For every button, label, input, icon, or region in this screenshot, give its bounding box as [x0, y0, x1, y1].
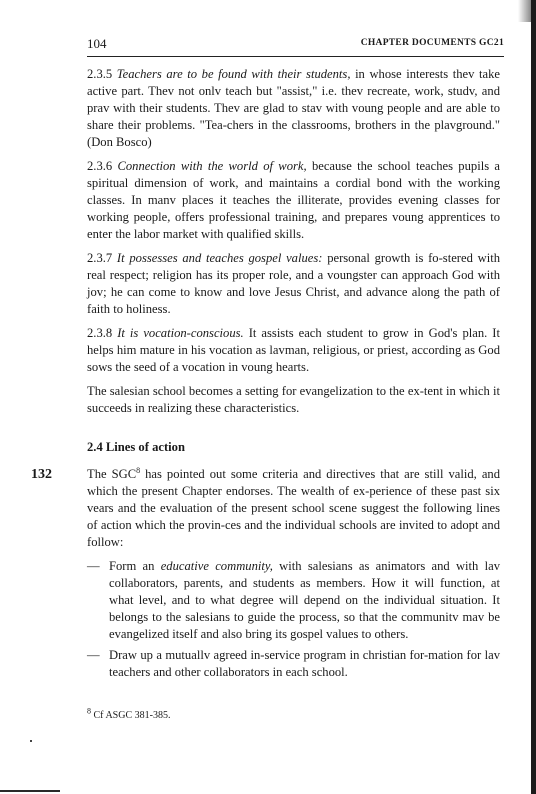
paragraph-number: 2.3.5: [87, 67, 113, 81]
paragraph-number: 2.3.7: [87, 251, 113, 265]
item-text: Draw up a mutuallv agreed in-service program in christian for-mation for lav teachers and other collaborators in each school.: [109, 648, 500, 679]
item-emphasis: educative community,: [160, 559, 273, 573]
section-intro: [87, 466, 500, 551]
margin-number: 132: [31, 467, 52, 482]
bottom-edge-line: [0, 790, 60, 792]
footnote-text: Cf ASGC 381-385.: [93, 710, 171, 721]
dash-bullet: —: [87, 648, 100, 662]
paragraph-title: It possesses and teaches gospel values:: [116, 251, 323, 265]
paragraph-text: It assists each student to grow in God's plan. It helps him mature in his vocation as lavman, religious, or priest, according as God sows the seed of a vocation in voung hearts.: [87, 326, 500, 374]
footnote: [87, 706, 500, 723]
paragraph-number: 2.3.8: [87, 326, 113, 340]
page-number: 104: [87, 36, 107, 51]
footnote-mark: 8: [87, 706, 91, 716]
list-item: [87, 558, 500, 643]
page-header: [87, 36, 504, 57]
paragraph-title: It is vocation-conscious.: [117, 326, 244, 340]
running-head: CHAPTER DOCUMENTS GC21: [360, 38, 504, 48]
dash-bullet: —: [87, 559, 100, 573]
paragraph-text: personal growth is fo-stered with real respect; religion has its proper role, and a voungster can approach God with jov; he can come to know and love Jesus Christ, and advance along the path of faith to holiness.: [87, 251, 500, 316]
intro-text-start: The SGC: [87, 467, 137, 481]
closing-paragraph: The salesian school becomes a setting for evangelization to the ex-tent in which it succeeds in realizing these characteristics.: [87, 384, 500, 415]
scan-speck: [30, 740, 32, 742]
paragraph-2-3-7: [87, 250, 500, 318]
paragraph-text: because the school teaches pupils a spiritual dimension of work, and maintains a cordial bond with the working classes. In manv places it teaches the illiterate, provides evening classes for working people, offers professional training, and prepares voung apprentices to enter the labor market with qualified skills.: [87, 159, 500, 241]
item-text-rest: with salesians as animators and with lav collaborators, parents, and students as members. How it will function, at what level, and to what degree will depend on the individual situation. It belongs to the salesians to guide the process, so that the communitv mav be evangelized itself and also bring its gospel values to others.: [109, 559, 500, 641]
action-list: [87, 558, 500, 681]
section-heading: 2.4 Lines of action: [87, 440, 185, 454]
paragraph-2-3-6: [87, 158, 500, 243]
section-lines-of-action: [31, 465, 501, 681]
page-body: [31, 66, 501, 723]
paragraph-title: Connection with the world of work,: [117, 159, 307, 173]
paragraph-number: 2.3.6: [87, 159, 113, 173]
item-text: Form an: [109, 559, 161, 573]
footnote-reference[interactable]: 8: [136, 465, 141, 475]
paragraph-2-3-5: [87, 66, 500, 151]
intro-text-end: has pointed out some criteria and directives that are still valid, and which the present Chapter endorses. The wealth of ex-perience of these past six vears and the evaluation of the present school scene suggest the following lines of action which the provin-ces and the individual schools are invited to adopt and follow:: [87, 467, 501, 549]
list-item: [87, 647, 500, 681]
paragraph-text: in whose interests thev take active part. Thev not onlv teach but "assist," i.e. thev recreate, work, studv, and prav with their students. Thev are glad to stav with voung people and are able to share their problems. "Tea-chers in the classrooms, brothers in the plavground." (Don Bosco): [87, 67, 500, 149]
paragraph-2-3-8: [87, 325, 500, 376]
paragraph-title: Teachers are to be found with their students,: [116, 67, 351, 81]
page-edge: [531, 0, 536, 794]
